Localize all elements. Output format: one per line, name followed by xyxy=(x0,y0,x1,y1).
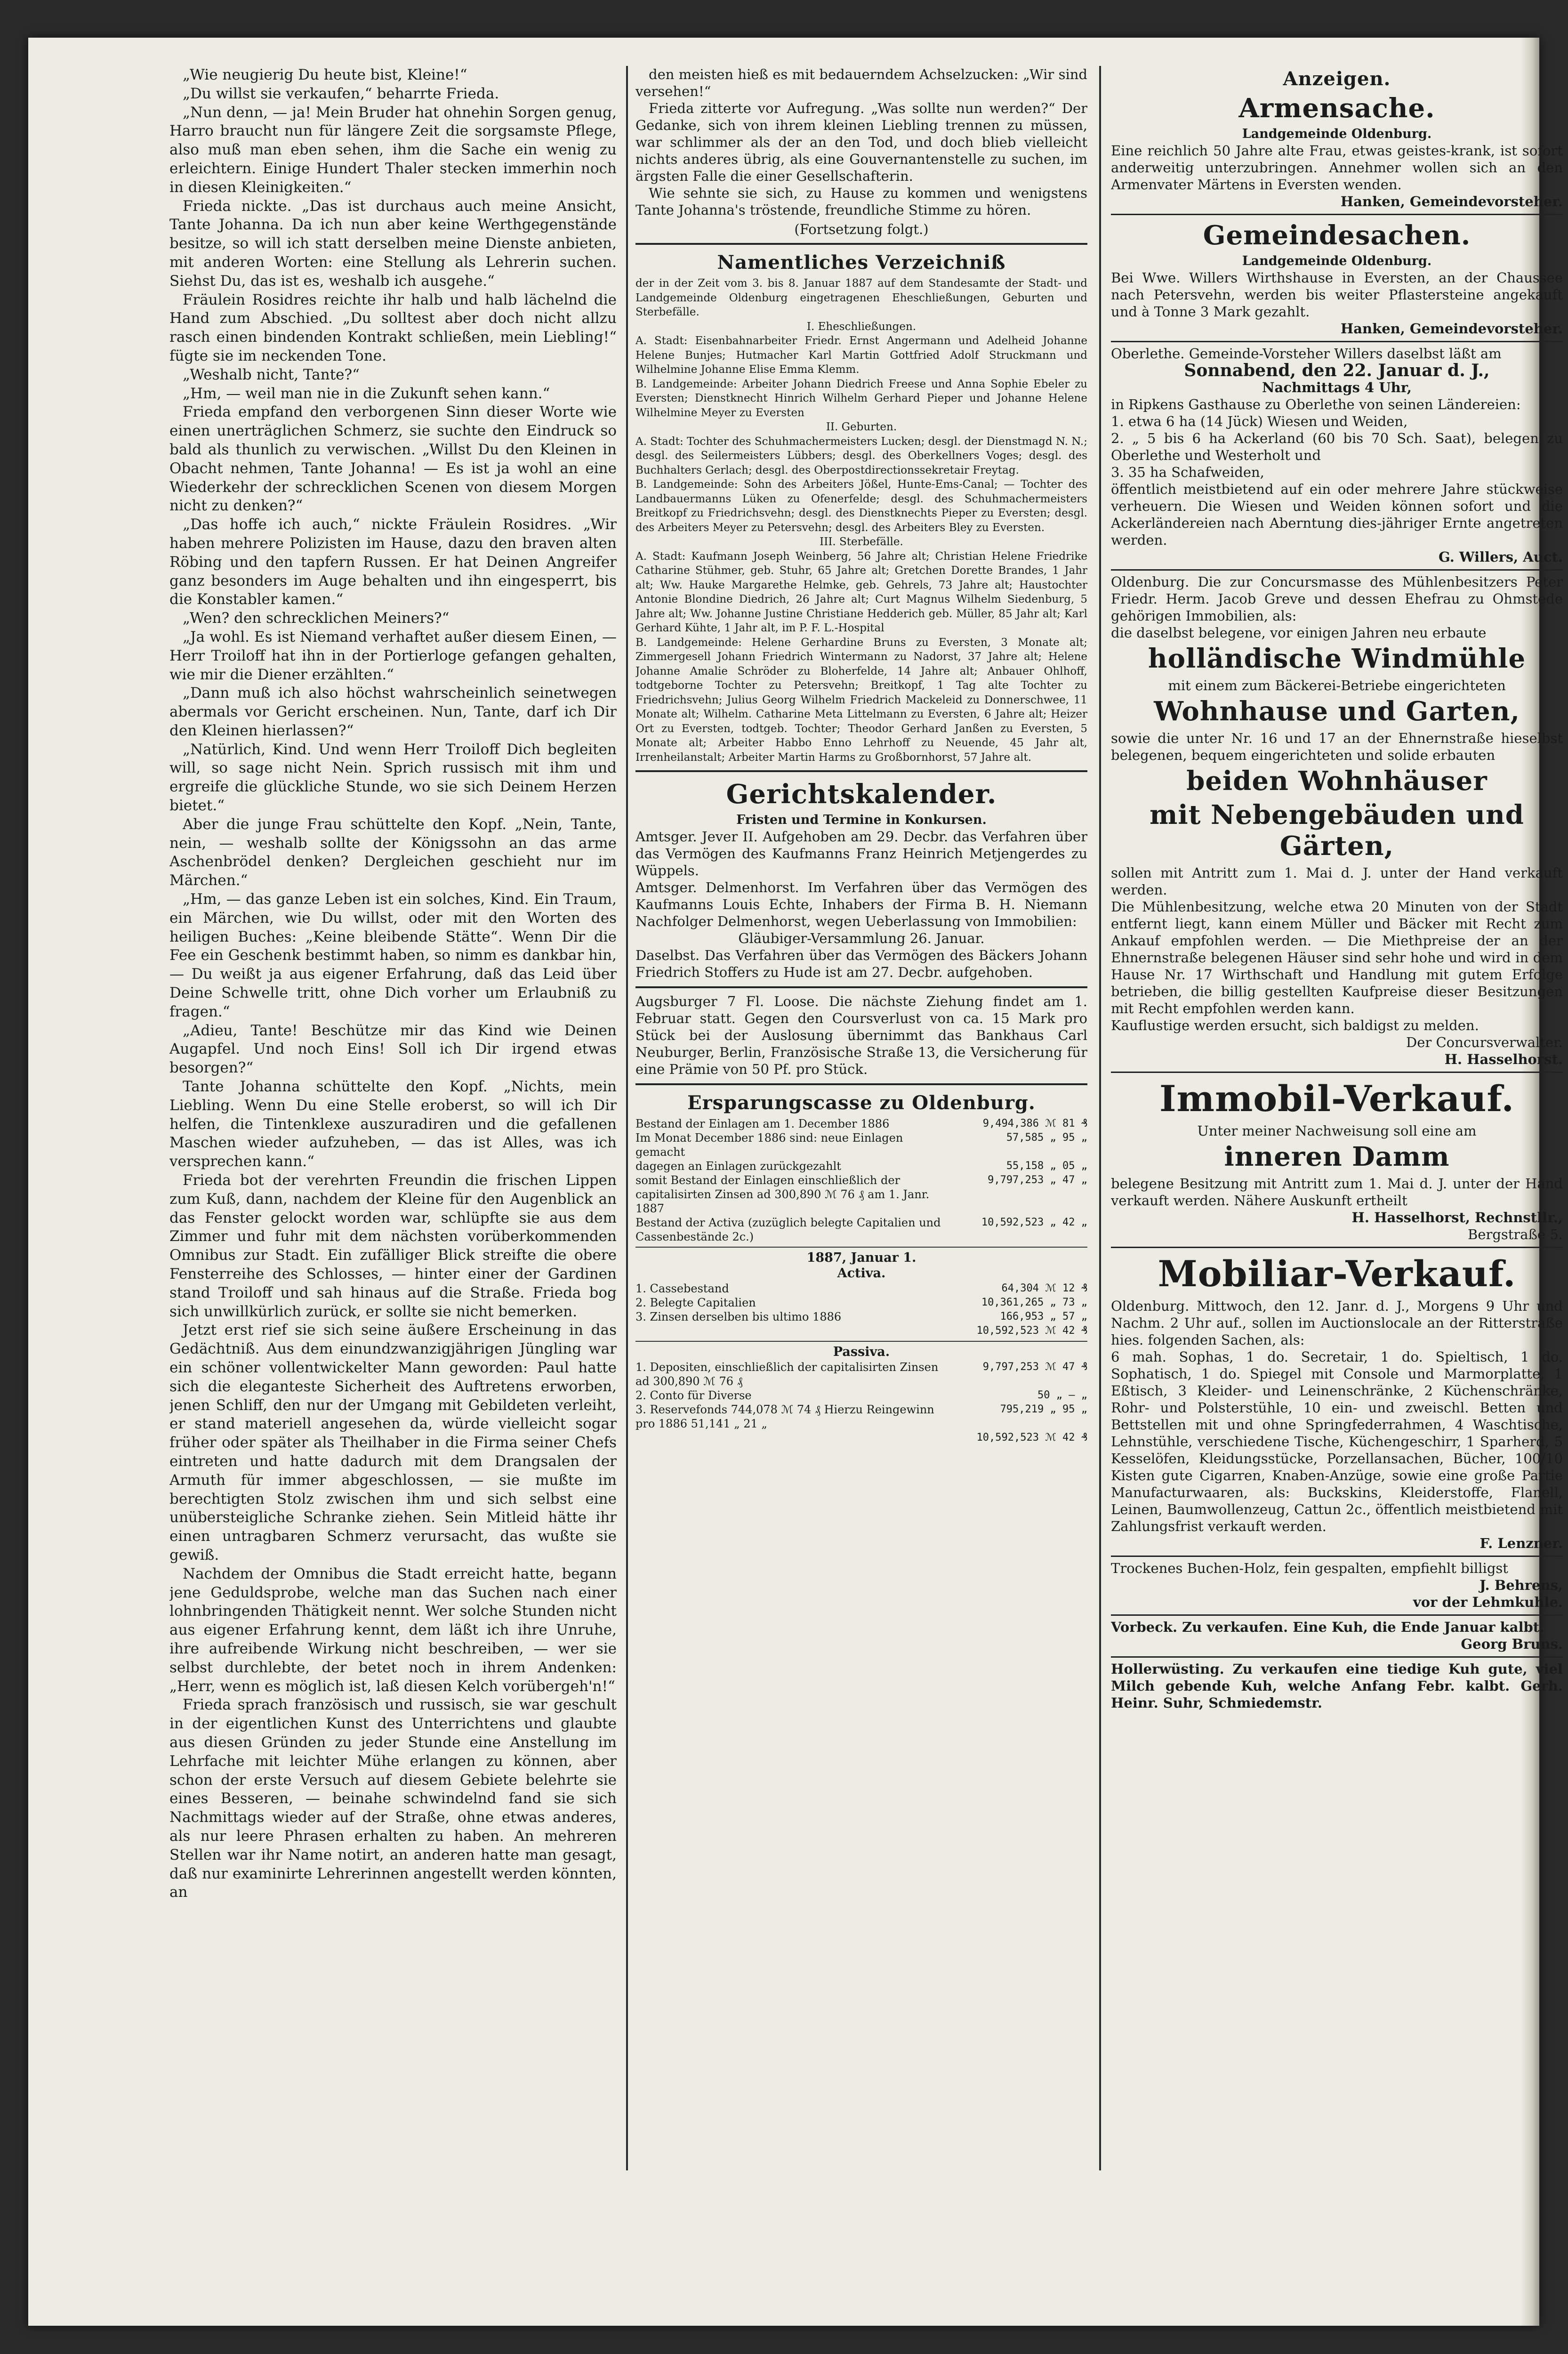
activa-row xyxy=(635,1296,1087,1310)
ad-text: Bei Wwe. Willers Wirthshause in Eversten, an der Chaussee nach Petersvehn, werden bis weiter Pflastersteine angekauft und à Tonne 3 Mark gezahlt. xyxy=(1111,270,1563,320)
ad-text: mit einem zum Bäckerei-Betriebe eingerichteten xyxy=(1168,677,1506,693)
ad-text: belegene Besitzung mit Antritt zum 1. Mai d. J. unter der Hand verkauft werden. Nähere Auskunft ertheilt xyxy=(1111,1176,1563,1209)
savings-section xyxy=(635,1083,1087,1445)
register-entry: A. Stadt: Kaufmann Joseph Weinberg, 56 Jahre alt; Christian Helene Friedrike Catharine Stühmer, geb. Stuhr, 65 Jahre alt; Gretchen Dorette Brandes, 1 Jahr alt; Ww. Hauke Margarethe Helmke, geb. Gehrels, 73 Jahre alt; Haustochter Antonie Blondine Diedrich, 26 Jahre alt; Curt Magnus Wilhelm Siedenburg, 5 Jahre alt; Ww. Johanne Justine Christiane Hedderich geb. Müller, 85 Jahr alt; Karl Gerhard Kühte, 1 Jahr alt, im P. F. L.-Hospital xyxy=(635,550,1087,634)
ad-signature: G. Willers, Auct. xyxy=(1438,549,1563,565)
savings-value: 55,158 „ 05 „ xyxy=(1006,1160,1087,1172)
activa-value: 10,592,523 ℳ 42 ₰ xyxy=(976,1325,1087,1337)
passiva-title: Passiva. xyxy=(833,1345,890,1359)
ad-text: Oldenburg. Mittwoch, den 12. Janr. d. J., Morgens 9 Uhr und Nachm. 2 Uhr auf., sollen im Auctionslocale an der Ritterstraße hies. folgenden Sachen, als: xyxy=(1111,1298,1563,1348)
ad-signature: Hanken, Gemeindevorsteher. xyxy=(1340,321,1563,337)
story-paragraph: „Dann muß ich also höchst wahrscheinlich seinetwegen abermals vor Gericht erscheinen. Nun, Tante, darf ich Dir den Kleinen hierlassen?“ xyxy=(169,685,617,739)
activa-label: 2. Belegte Capitalien xyxy=(635,1296,756,1309)
lottery-section xyxy=(635,986,1087,1078)
ad-subtitle: Landgemeinde Oldenburg. xyxy=(1242,254,1432,268)
register-intro: der in der Zeit vom 3. bis 8. Januar 1887 auf dem Standesamte der Stadt- und Landgemeinde Oldenburg eingetragenen Eheschließungen, Geburten und Sterbefälle. xyxy=(635,277,1087,318)
ad-text: Unter meiner Nachweisung soll eine am xyxy=(1197,1123,1477,1139)
ad-text: Trockenes Buchen-Holz, fein gespalten, empfiehlt billigst xyxy=(1111,1560,1508,1576)
story-paragraph: „Das hoffe ich auch,“ nickte Fräulein Rosidres. „Wir haben mehrere Polizisten im Hause, dazu den braven alten Röbing und den tapfern Russen. Er hat Deinen Angreifer ganz besonders im Auge behalten und ihn eingesperrt, bis die Konstabler kamen.“ xyxy=(169,516,617,608)
story-paragraph: „Hm, — weil man nie in die Zukunft sehen kann.“ xyxy=(183,385,550,402)
ad-headline: mit Nebengebäuden und Gärten, xyxy=(1150,799,1524,862)
activa-value: 64,304 ℳ 12 ₰ xyxy=(1001,1282,1087,1294)
passiva-label: 1. Depositen, einschließlich der capitalisirten Zinsen ad 300,890 ℳ 76 ₰ xyxy=(635,1361,939,1388)
story-paragraph: Frieda bot der verehrten Freundin die frischen Lippen zum Kuß, dann, nachdem der Kleine für den Augenblick an das Fenster gelockt worden war, schlüpfte sie aus dem Zimmer und fuhr mit dem nächsten vorüberkommenden Omnibus zur Stadt. Ein zufälliger Blick streifte die obere Fensterreihe des Schlosses, — hinter einer der Gardinen stand Troiloff und sah hinaus auf die Straße. Frieda bog sich unwillkürlich zurück, er sollte sie nicht bemerken. xyxy=(169,1172,617,1320)
ad-text: die daselbst belegene, vor einigen Jahren neu erbaute xyxy=(1111,625,1487,641)
court-subtitle: Fristen und Termine in Konkursen. xyxy=(736,813,987,827)
ad-signature: H. Hasselhorst, Rechnstllr., xyxy=(1351,1209,1563,1225)
continued-note: (Fortsetzung folgt.) xyxy=(794,221,929,237)
passiva-value: 795,219 „ 95 „ xyxy=(1000,1403,1087,1415)
savings-date: 1887, Januar 1. xyxy=(806,1250,917,1265)
savings-label: somit Bestand der Einlagen einschließlich der capitalisirten Zinsen ad 300,890 ℳ 76 ₰ am 1. Janr. 1887 xyxy=(635,1174,930,1215)
savings-value: 10,592,523 „ 42 „ xyxy=(981,1217,1087,1228)
story-column xyxy=(169,66,617,1902)
story-paragraph: „Wen? den schrecklichen Meiners?“ xyxy=(183,610,450,627)
ad-signature: Der Concursverwalter. xyxy=(1406,1034,1563,1050)
register-entry: A. Stadt: Eisenbahnarbeiter Friedr. Ernst Angermann und Adelheid Johanne Helene Bunjes; Hutmacher Karl Martin Gottfried Adolf Struckmann und Wilhelmine Johanne Elise Emma Klemm. xyxy=(635,335,1087,376)
ad-text: Oldenburg. Die zur Concursmasse des Mühlenbesitzers Peter Friedr. Herm. Jacob Greve und dessen Ehefrau zu Ohmstede gehörigen Immobilien, als: xyxy=(1111,574,1563,624)
register-subtitle: III. Sterbefälle. xyxy=(820,536,903,548)
savings-title: Ersparungscasse zu Oldenburg. xyxy=(687,1092,1036,1114)
story-paragraph: Nachdem der Omnibus die Stadt erreicht hatte, begann jene Geduldsprobe, welche man das Suchen nach einer lohnbringenden Thätigkeit nennt. Wer solche Stunden nicht aus eigener Erfahrung kennt, dem läßt ich ihre Unruhe, ihre aufreibende Wirkung nicht beschreiben, — wer sie selbst durchlebte, der betet noch in ihrem Andenken: „Herr, wenn es möglich ist, laß diesen Kelch vorübergeh'n!“ xyxy=(169,1565,617,1695)
ad-text: 6 mah. Sophas, 1 do. Secretair, 1 do. Spieltisch, 1 do. Sophatisch, 1 do. Spiegel mit Console und Marmorplatte, 1 Eßtisch, 3 Kleider- und Leinenschränke, 2 Küchenschränke, Rohr- und Polsterstühle, 10 ein- und zweischl. Betten und Bettstellen mit und ohne Springfederrahmen, 4 Waschtische, Lehnstühle, verschiedene Tische, Küchengeschirr, 1 Sparherd, 5 Kesselöfen, Kleidungsstücke, Porzellansachen, Bücher, 100/10 Kisten gute Cigarren, Knaben-Anzüge, sowie eine große Partie Manufacturwaaren, als: Buckskins, Kleiderstoffe, Flanell, Leinen, Baumwollenzeug, Cattun 2c., öffentlich meistbietend mit Zahlungsfrist verkauft werden. xyxy=(1111,1349,1563,1534)
register-section xyxy=(635,243,1087,765)
story-paragraph: Fräulein Rosidres reichte ihr halb und halb lächelnd die Hand zum Abschied. „Du solltest aber doch nicht allzu rasch einen bindenden Kontrakt schließen, mein Liebling!“ fügte sie im neckenden Tone. xyxy=(169,291,617,364)
register-entry: B. Landgemeinde: Arbeiter Johann Diedrich Freese und Anna Sophie Ebeler zu Eversten; Dienstknecht Hinrich Wilhelm Gerhard Pieper und Johanne Helene Wilhelmine Meyer zu Eversten xyxy=(635,378,1087,419)
register-entry: B. Landgemeinde: Sohn des Arbeiters Jößel, Hunte-Ems-Canal; — Tochter des Landbauermanns Lüken zu Ofenerfelde; desgl. des Schuhmachermeisters Breitkopf zu Friedrichsvehn; desgl. des Dienstknechts Pieper zu Eversten; desgl. des Arbeiters Meyer zu Petersvehn; desgl. des Arbeiters Bley zu Eversten. xyxy=(635,478,1087,534)
ad-signature: H. Hasselhorst. xyxy=(1444,1051,1563,1067)
ad-headline: beiden Wohnhäuser xyxy=(1186,766,1488,797)
savings-value: 9,494,386 ℳ 81 ₰ xyxy=(982,1118,1087,1129)
activa-value: 10,361,265 „ 73 „ xyxy=(981,1297,1087,1308)
savings-value: 57,585 „ 95 „ xyxy=(1006,1132,1087,1144)
column-rule xyxy=(626,66,628,2170)
register-subtitle: I. Eheschließungen. xyxy=(806,320,917,333)
savings-row xyxy=(635,1131,1087,1159)
story-paragraph: „Weshalb nicht, Tante?“ xyxy=(183,366,360,383)
ad-signature: Hanken, Gemeindevorsteher. xyxy=(1340,193,1563,210)
ad-text: Eine reichlich 50 Jahre alte Frau, etwas geistes-krank, ist sofort anderweitig unterzubringen. Annehmer wollen sich an den Armenvater Märtens in Eversten wenden. xyxy=(1111,143,1563,193)
ad-text: sollen mit Antritt zum 1. Mai d. J. unter der Hand verkauft werden. xyxy=(1111,865,1563,898)
story-continuation xyxy=(635,66,1087,237)
story-paragraph: Frieda sprach französisch und russisch, sie war geschult in der eigentlichen Kunst des Unterrichtens und glaubte aus diesen Gründen zu jeder Stunde eine Anstellung im Lehrfache mit leichter Mühe erlangen zu können, aber schon der erste Versuch auf diesem Gebiete belehrte sie eines Besseren, — beinahe schwindelnd fand sie sich Nachmittags wieder auf der Straße, ohne etwas anderes, als nur leere Phrasen erhalten zu haben. An mehreren Stellen war ihr Name notirt, an anderen hatte man gesagt, daß nur examinirte Lehrerinnen angestellt werden könnten, an xyxy=(169,1696,617,1901)
story-paragraph: „Natürlich, Kind. Und wenn Herr Troiloff Dich begleiten will, so sage nicht Nein. Sprich russisch mit ihm und ergreife die glückliche Stunde, wo sie sich Deinem Herzen bietet.“ xyxy=(169,741,617,814)
ads-column xyxy=(1111,66,1563,1711)
story-paragraph: „Nun denn, — ja! Mein Bruder hat ohnehin Sorgen genug, Harro braucht nun für längere Zeit die sorgsamste Pflege, also muß man eben sehen, ihm die Sache ein wenig zu erleichtern. Einige Hundert Thaler stecken immerhin noch in diesen Kleinigkeiten.“ xyxy=(169,104,617,196)
story-paragraph: Wie sehnte sie sich, zu Hause zu kommen und wenigstens Tante Johanna's tröstende, freundliche Stimme zu hören. xyxy=(635,185,1087,218)
story-paragraph: „Wie neugierig Du heute bist, Kleine!“ xyxy=(183,66,467,83)
ad-text: Hollerwüsting. Zu verkaufen eine tiedige Kuh gute, viel Milch gebende Kuh, welche Anfang Febr. kalbt. Gerh. Heinr. Suhr, Schmiedemstr. xyxy=(1111,1661,1563,1711)
ad-windmuehle xyxy=(1111,569,1563,1068)
ad-vorbeck xyxy=(1111,1614,1563,1653)
newspaper-page xyxy=(28,38,1563,2326)
ad-text: Vorbeck. Zu verkaufen. Eine Kuh, die Ende Januar kalbt. xyxy=(1111,1619,1544,1635)
ad-headline: inneren Damm xyxy=(1224,1141,1450,1172)
court-entry: Amtsger. Delmenhorst. Im Verfahren über das Vermögen des Kaufmanns Louis Echte, Inhabers der Firma B. H. Niemann Nachfolger Delmenhorst, wegen Ueberlassung von Immobilien: xyxy=(635,879,1087,929)
court-title: Gerichtskalender. xyxy=(726,779,997,810)
ad-oberlethe xyxy=(1111,341,1563,565)
ad-time: Nachmittags 4 Uhr, xyxy=(1262,379,1412,395)
savings-row xyxy=(635,1159,1087,1173)
activa-row xyxy=(635,1310,1087,1324)
ad-headline: Wohnhause und Garten, xyxy=(1154,696,1520,727)
middle-column xyxy=(635,66,1087,1445)
activa-label xyxy=(635,1324,946,1338)
ad-buchenholz xyxy=(1111,1556,1563,1611)
savings-row xyxy=(635,1173,1087,1216)
story-paragraph: den meisten hieß es mit bedauerndem Achselzucken: „Wir sind versehen!“ xyxy=(635,66,1087,99)
ad-headline: holländische Windmühle xyxy=(1148,643,1526,674)
savings-label: Im Monat December 1886 sind: neue Einlagen gemacht xyxy=(635,1131,903,1159)
activa-label: 3. Zinsen derselben bis ultimo 1886 xyxy=(635,1310,842,1323)
activa-title: Activa. xyxy=(837,1266,886,1281)
activa-total xyxy=(635,1324,1087,1338)
ad-address: Bergstraße 5. xyxy=(1467,1226,1563,1242)
ad-text: Oberlethe. Gemeinde-Vorsteher Willers daselbst läßt am xyxy=(1111,346,1502,362)
ad-mobiliar xyxy=(1111,1247,1563,1552)
savings-label: Bestand der Einlagen am 1. December 1886 xyxy=(635,1117,890,1130)
ad-hollerwuesting xyxy=(1111,1656,1563,1711)
savings-label: dagegen an Einlagen zurückgezahlt xyxy=(635,1160,841,1173)
passiva-total xyxy=(635,1431,1087,1445)
story-paragraph: „Adieu, Tante! Beschütze mir das Kind wie Deinen Augapfel. Und noch Eins! Soll ich Dir irgend etwas besorgen?“ xyxy=(169,1022,617,1077)
ad-subtitle: Landgemeinde Oldenburg. xyxy=(1242,127,1432,141)
ad-signature: J. Behrens, xyxy=(1480,1577,1563,1593)
ad-immobil xyxy=(1111,1072,1563,1243)
ad-list-item: 1. etwa 6 ha (14 Jück) Wiesen und Weiden, xyxy=(1111,413,1408,429)
story-paragraph: „Ja wohl. Es ist Niemand verhaftet außer diesem Einen, — Herr Troiloff hat ihn in der Portierloge gefangen gehalten, wie mir die Diener erzählten.“ xyxy=(169,628,617,683)
ad-title: Armensache. xyxy=(1238,93,1435,124)
ad-text: Kauflustige werden ersucht, sich baldigst zu melden. xyxy=(1111,1017,1479,1033)
register-title: Namentliches Verzeichniß xyxy=(717,251,1006,274)
story-paragraph: Frieda zitterte vor Aufregung. „Was sollte nun werden?“ Der Gedanke, sich von ihrem kleinen Liebling trennen zu müssen, war schlimmer als der an den Tod, und doch blieb vielleicht nichts anderes übrig, als eine Gouvernantenstelle zu suchen, im ärgsten Falle die einer Gesellschafterin. xyxy=(635,100,1087,184)
ad-title: Immobil-Verkauf. xyxy=(1159,1078,1514,1120)
story-paragraph: Frieda empfand den verborgenen Sinn dieser Worte wie einen unerträglichen Schmerz, sie suchte den Eindruck so bald als thunlich zu verwischen. „Willst Du den Kleinen in Obacht nehmen, Tante Johanna! — Es ist ja wohl an eine Wiederkehr der schrecklichen Scenen von diesem Morgen nicht zu denken?“ xyxy=(169,403,617,515)
court-section xyxy=(635,770,1087,981)
savings-row xyxy=(635,1117,1087,1131)
savings-label: Bestand der Activa (zuzüglich belegte Capitalien und Cassenbestände 2c.) xyxy=(635,1216,941,1243)
ad-gemeindesachen xyxy=(1111,214,1563,337)
savings-row xyxy=(635,1216,1087,1244)
register-entry: A. Stadt: Tochter des Schuhmachermeisters Lucken; desgl. der Dienstmagd N. N.; desgl. des Seilermeisters Lübbers; desgl. des Oberkellners Voges; desgl. des Buchhalters Gerlach; desgl. des Oberpostdirectionssekretair Freytag. xyxy=(635,435,1087,476)
register-entry: B. Landgemeinde: Helene Gerhardine Bruns zu Eversten, 3 Monate alt; Zimmergesell Johann Friedrich Wintermann zu Nadorst, 37 Jahre alt; Helene Johanne Amalie Schröder zu Bloherfelde, 14 Jahre alt; Anbauer Ohlhoff, todtgeborne Tochter zu Petersvehn; Breitkopf, 1 Tag alte Tochter zu Friedrichsvehn; Julius Georg Wilhelm Friedrich Mackeleid zu Donnerschwee, 11 Monate alt; Wilhelm. Catharine Meta Littelmann zu Eversten, 6 Jahre alt; Heizer Ort zu Eversten, todtgeb. Tochter; Theodor Gerhard Janßen zu Eversten, 5 Monate alt; Arbeiter Habbo Enno Lehrhoff zu Neuende, 45 Jahr alt, Irrenheilanstalt; Arbeiter Martin Harms zu Großbornhorst, 57 Jahre alt. xyxy=(635,636,1087,764)
passiva-row xyxy=(635,1403,1087,1431)
ad-text: öffentlich meistbietend auf ein oder mehrere Jahre stückweise verheuern. Die Wiesen und Weiden können sofort und die Ackerländereien nach Aberntung dies-jähriger Ernte angetreten werden. xyxy=(1111,481,1563,548)
ad-date: Sonnabend, den 22. Januar d. J., xyxy=(1184,361,1490,380)
story-paragraph: Tante Johanna schüttelte den Kopf. „Nichts, mein Liebling. Wenn Du eine Stelle eroberst, so will ich Dir helfen, die Tintenklexe auszuradiren und die gefallenen Maschen wieder aufzuheben, — das ist Alles, was ich versprechen kann.“ xyxy=(169,1078,617,1170)
story-paragraph: Jetzt erst rief sie sich seine äußere Erscheinung in das Gedächtniß. Aus dem einundzwanzigjährigen Jüngling war ein schöner vollentwickelter Mann geworden: Paul hatte sich die eleganteste Sicherheit des Auftretens erworben, jenen Schliff, den nur der Umgang mit Gebildeten verleiht, er stand materiell angesehen da, würde vielleicht sogar früher oder später als Theilhaber in die Firma seiner Chefs eintreten und hatte dadurch mit dem Drangsalen der Armuth für immer abgeschlossen, — sie mußte im berechtigten Stolz zwischen ihm und sich selbst eine unübersteigliche Schranke ziehen. Sein Mitleid hätte ihr einen untragbaren Schmerz verursacht, das wußte sie gewiß. xyxy=(169,1322,617,1564)
court-entry: Amtsger. Jever II. Aufgehoben am 29. Decbr. das Verfahren über das Vermögen des Kaufmanns Franz Heinrich Metjengerdes zu Wüppels. xyxy=(635,829,1087,879)
ad-text: in Ripkens Gasthause zu Oberlethe von seinen Ländereien: xyxy=(1111,396,1521,412)
passiva-label xyxy=(635,1431,946,1445)
passiva-label: 3. Reservefonds 744,078 ℳ 74 ₰ Hierzu Reingewinn pro 1886 51,141 „ 21 „ xyxy=(635,1403,934,1430)
ad-title: Gemeindesachen. xyxy=(1203,220,1471,251)
story-paragraph: „Hm, — das ganze Leben ist ein solches, Kind. Ein Traum, ein Märchen, wie Du willst, oder mit den Worten des heiligen Buches: „Keine bleibende Stätte“. Wenn Dir die Fee ein Geschenk bestimmt haben, so nimm es dankbar hin, — Du weißt ja aus eigener Erfahrung, daß das Leid über Deine Schwelle tritt, ohne Dich vorher um Erlaubniß zu fragen.“ xyxy=(169,891,617,1020)
ad-armensache xyxy=(1111,93,1563,210)
passiva-label: 2. Conto für Diverse xyxy=(635,1389,752,1402)
divider xyxy=(635,1247,1087,1248)
ad-title: Mobiliar-Verkauf. xyxy=(1158,1253,1516,1295)
ad-signature: vor der Lehmkuhle. xyxy=(1413,1594,1563,1610)
column-rule xyxy=(1099,66,1101,2170)
activa-row xyxy=(635,1282,1087,1296)
ad-text: Die Mühlenbesitzung, welche etwa 20 Minuten von der Stadt entfernt liegt, kann einem Müller und Bäcker mit Recht zum Ankauf empfohlen werden. — Die Miethpreise der an der Ehnernstraße belegenen Häuser sind sehr hohe und wird in dem Hause Nr. 17 Wirthschaft und Handlung mit gutem Erfolge betrieben, die billig gestellten Kaufpreise dieser Besitzungen mit Recht empfohlen werden kann. xyxy=(1111,899,1563,1016)
court-entry: Daselbst. Das Verfahren über das Vermögen des Bäckers Johann Friedrich Stoffers zu Hude ist am 27. Decbr. aufgehoben. xyxy=(635,947,1087,980)
activa-value: 166,953 „ 57 „ xyxy=(1000,1311,1087,1322)
story-paragraph: Frieda nickte. „Das ist durchaus auch meine Ansicht, Tante Johanna. Da ich nun aber keine Werthgegenstände besitze, so will ich statt derselben meine Dienste anbieten, mit anderen Worten: eine Stellung als Lehrerin suchen. Siehst Du, das ist es, weshalb ich ausgehe.“ xyxy=(169,197,617,290)
activa-label: 1. Cassebestand xyxy=(635,1282,729,1295)
passiva-value: 50 „ — „ xyxy=(1037,1389,1087,1401)
passiva-value: 9,797,253 ℳ 47 ₰ xyxy=(982,1361,1087,1373)
passiva-row xyxy=(635,1388,1087,1403)
savings-value: 9,797,253 „ 47 „ xyxy=(988,1174,1087,1186)
story-paragraph: „Du willst sie verkaufen,“ beharrte Frieda. xyxy=(183,85,499,102)
register-subtitle: II. Geburten. xyxy=(826,421,897,433)
story-paragraph: Aber die junge Frau schüttelte den Kopf. „Nein, Tante, nein, — weshalb sollte der Königssohn an das arme Aschenbrödel denken? Dergleichen geschieht nur im Märchen.“ xyxy=(169,815,617,889)
passiva-row xyxy=(635,1360,1087,1388)
divider xyxy=(635,1341,1087,1342)
ads-header: Anzeigen. xyxy=(1283,68,1391,90)
passiva-value: 10,592,523 ℳ 42 ₰ xyxy=(976,1432,1087,1443)
ad-list-item: 3. 35 ha Schafweiden, xyxy=(1111,464,1264,480)
court-entry: Gläubiger-Versammlung 26. Januar. xyxy=(738,930,985,946)
lottery-text: Augsburger 7 Fl. Loose. Die nächste Ziehung findet am 1. Februar statt. Gegen den Coursverlust von ca. 15 Mark pro Stück bei der Auslosung übernimmt das Bankhaus Carl Neuburger, Berlin, Französische Straße 13, die Versicherung für eine Prämie von 50 Pf. pro Stück. xyxy=(635,993,1087,1077)
ad-signature: F. Lenzner. xyxy=(1480,1535,1563,1551)
ad-signature: Georg Bruns. xyxy=(1461,1636,1563,1652)
ad-text: sowie die unter Nr. 16 und 17 an der Ehnernstraße hieselbst belegenen, bequem eingerichteten und solide erbauten xyxy=(1111,730,1563,763)
ad-list-item: 2. „ 5 bis 6 ha Ackerland (60 bis 70 Sch. Saat), belegen zu Oberlethe und Westerholt und xyxy=(1111,430,1563,463)
